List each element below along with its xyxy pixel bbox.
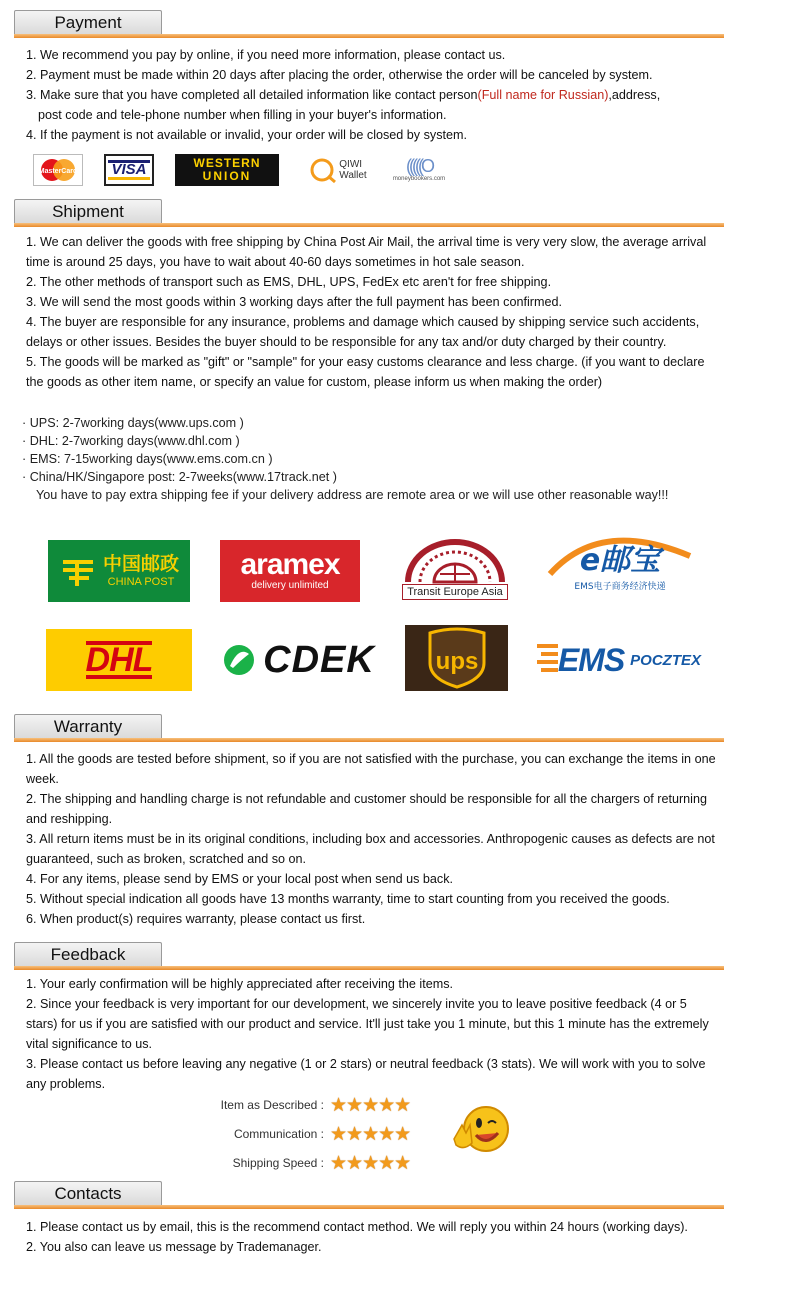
mastercard-text: MasterCard bbox=[38, 168, 78, 175]
qiwi-logo bbox=[298, 154, 378, 186]
western-union-text-1: WESTERN bbox=[193, 156, 261, 170]
payment-item3-text2: ,address, bbox=[608, 88, 661, 102]
warranty-list bbox=[26, 749, 716, 929]
ems-epacket-logo bbox=[540, 526, 700, 608]
shipment-list bbox=[26, 232, 716, 392]
rating-label: Communication : bbox=[233, 1127, 324, 1141]
contacts-header bbox=[14, 1181, 724, 1211]
contacts-item: 2. You also can leave us message by Trademanager. bbox=[26, 1240, 322, 1254]
cdek-text: CDEK bbox=[263, 638, 375, 681]
visa-text: VISA bbox=[108, 160, 149, 180]
star-rating-icon: ★★★★★ bbox=[330, 1095, 411, 1116]
carrier-item-ups: · UPS: 2-7working days(www.ups.com ) bbox=[22, 416, 244, 430]
pocztex-text: POCZTEX bbox=[630, 651, 701, 669]
payment-title: Payment bbox=[14, 10, 162, 35]
dhl-logo bbox=[46, 629, 192, 691]
moneybookers-logo bbox=[388, 154, 450, 186]
feedback-title: Feedback bbox=[14, 942, 162, 967]
shipment-remote-note: You have to pay extra shipping fee if your delivery address are remote area or we will use other reasonable way!!! bbox=[36, 488, 669, 502]
carrier-item-dhl: · DHL: 2-7working days(www.dhl.com ) bbox=[22, 434, 240, 448]
payment-item bbox=[26, 85, 716, 105]
shipment-item: 5. The goods will be marked as "gift" or "sample" for your easy customs clearance and less charge. (if you want to declare the goods as other item name, or specify an value for custom, please inform us when making the order) bbox=[26, 355, 705, 389]
warranty-header bbox=[14, 714, 724, 744]
payment-item3-text: 3. Make sure that you have completed all detailed information like contact person bbox=[26, 88, 478, 102]
payment-item3-highlight: (Full name for Russian) bbox=[477, 88, 609, 102]
qiwi-text-2: Wallet bbox=[339, 170, 367, 181]
cdek-logo bbox=[214, 629, 382, 691]
feedback-item: 2. Since your feedback is very important for our development, we sincerely invite you to leave positive feedback (4 or 5 stars) for us if you are satisfied with our product and service. It'll just take you 1 minute, but this 1 minute has the extremely vital significance to us. bbox=[26, 997, 709, 1051]
aramex-sub: delivery unlimited bbox=[251, 580, 329, 591]
warranty-item: 6. When product(s) requires warranty, please contact us first. bbox=[26, 912, 366, 926]
contacts-title: Contacts bbox=[14, 1181, 162, 1206]
feedback-item: 1. Your early confirmation will be highly appreciated after receiving the items. bbox=[26, 977, 454, 991]
china-post-label bbox=[103, 553, 179, 589]
dhl-text: DHL bbox=[85, 641, 153, 679]
epacket-text: e邮宝 bbox=[579, 543, 661, 578]
shipment-item: 2. The other methods of transport such as EMS, DHL, UPS, FedEx etc aren't for free shipping. bbox=[26, 275, 552, 289]
warranty-item: 2. The shipping and handling charge is not refundable and customer should be responsible for all the chargers of returning and reshipping. bbox=[26, 792, 707, 826]
shipment-item: 3. We will send the most goods within 3 working days after the full payment has been confirmed. bbox=[26, 295, 562, 309]
mastercard-logo bbox=[33, 154, 83, 186]
china-post-icon bbox=[59, 554, 97, 588]
ems-text: EMS bbox=[557, 641, 625, 678]
feedback-item: 3. Please contact us before leaving any negative (1 or 2 stars) or neutral feedback (3 stats). We will work with you to solve any problems. bbox=[26, 1057, 706, 1091]
payment-item: 1. We recommend you pay by online, if you need more information, please contact us. bbox=[26, 48, 506, 62]
epacket-sub: EMS电子商务经济快递 bbox=[574, 582, 666, 592]
payment-item: 2. Payment must be made within 20 days after placing the order, otherwise the order will be canceled by system. bbox=[26, 68, 653, 82]
shipment-title: Shipment bbox=[14, 199, 162, 224]
shipment-item: 1. We can deliver the goods with free shipping by China Post Air Mail, the arrival time is very very slow, the average arrival time is around 25 days, you have to wait about 40-60 days sometimes in hot sale season. bbox=[26, 235, 707, 269]
warranty-title: Warranty bbox=[14, 714, 162, 739]
transit-text: Transit Europe Asia bbox=[402, 584, 508, 600]
warranty-item: 5. Without special indication all goods have 13 months warranty, time to start counting from you received the goods. bbox=[26, 892, 670, 906]
shipment-rule bbox=[14, 223, 724, 227]
warranty-item: 3. All return items must be in its original conditions, including box and accessories. Anthropogenic causes as defects are not guaranteed, such as broken, scratched and so on. bbox=[26, 832, 715, 866]
payment-header bbox=[14, 10, 724, 40]
star-rating-icon: ★★★★★ bbox=[330, 1153, 411, 1174]
warranty-item: 4. For any items, please send by EMS or your local post when send us back. bbox=[26, 872, 454, 886]
star-rating-icon: ★★★★★ bbox=[330, 1124, 411, 1145]
contacts-rule bbox=[14, 1205, 724, 1209]
ems-pocztex-logo bbox=[535, 629, 701, 691]
china-post-en: CHINA POST bbox=[107, 576, 175, 588]
western-union-logo bbox=[175, 154, 279, 186]
ems-lines-icon bbox=[535, 640, 558, 680]
contacts-item: 1. Please contact us by email, this is the recommend contact method. We will reply you within 24 hours (working days). bbox=[26, 1220, 688, 1234]
rating-shipping-speed bbox=[150, 1152, 440, 1176]
ups-text: ups bbox=[435, 648, 478, 675]
feedback-rule bbox=[14, 966, 724, 970]
feedback-header bbox=[14, 942, 724, 972]
warranty-item: 1. All the goods are tested before shipment, so if you are not satisfied with the purchase, you can exchange the items in one week. bbox=[26, 752, 716, 786]
contacts-list bbox=[26, 1217, 706, 1257]
cdek-leaf-icon bbox=[221, 642, 257, 678]
rating-label: Item as Described : bbox=[220, 1098, 324, 1112]
moneybookers-icon: (((((O bbox=[406, 156, 432, 176]
moneybookers-text: moneybookers.com bbox=[392, 176, 446, 182]
visa-logo bbox=[104, 154, 154, 186]
transit-globe-icon bbox=[400, 538, 510, 584]
transit-europe-asia-logo bbox=[395, 535, 515, 603]
western-union-text-2: UNION bbox=[202, 169, 252, 183]
mastercard-icon bbox=[36, 157, 80, 183]
qiwi-icon bbox=[309, 156, 339, 184]
payment-item3-continued: post code and tele-phone number when filling in your buyer's information. bbox=[38, 108, 447, 122]
china-post-cn: 中国邮政 bbox=[102, 553, 179, 575]
aramex-logo bbox=[220, 540, 360, 602]
carrier-item-ems: · EMS: 7-15working days(www.ems.com.cn ) bbox=[22, 452, 273, 466]
shipment-carrier-list bbox=[22, 414, 722, 504]
aramex-text: aramex bbox=[240, 548, 340, 581]
feedback-list bbox=[26, 974, 716, 1094]
carrier-item-post: · China/HK/Singapore post: 2-7weeks(www.17track.net ) bbox=[22, 470, 337, 484]
shipment-header bbox=[14, 199, 724, 229]
payment-item: 4. If the payment is not available or invalid, your order will be closed by system. bbox=[26, 128, 467, 142]
warranty-rule bbox=[14, 738, 724, 742]
smiley-thumbs-up-icon bbox=[452, 1103, 512, 1159]
china-post-logo bbox=[48, 540, 190, 602]
qiwi-label bbox=[339, 159, 366, 181]
payment-rule bbox=[14, 34, 724, 38]
rating-item-as-described bbox=[150, 1094, 440, 1118]
ups-shield-icon bbox=[426, 627, 488, 689]
qiwi-text-1: QIWI bbox=[339, 159, 363, 170]
rating-communication bbox=[150, 1123, 440, 1147]
payment-list bbox=[26, 45, 716, 145]
rating-label: Shipping Speed : bbox=[232, 1156, 324, 1170]
ups-logo bbox=[405, 625, 508, 691]
shipment-item: 4. The buyer are responsible for any insurance, problems and damage which caused by shipping service such accidents, delays or other issues. Besides the buyer should to be responsible for any tax and/or duty charged by their country. bbox=[26, 315, 700, 349]
